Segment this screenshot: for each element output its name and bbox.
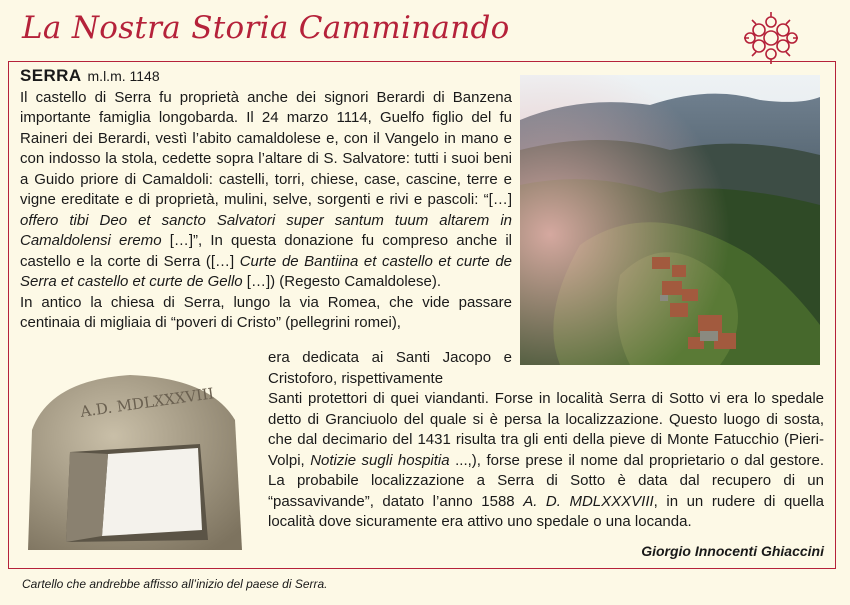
aerial-village-photo: [520, 75, 820, 365]
altitude: m.l.m. 1148: [87, 68, 160, 84]
book-title: Notizie sugli hospitia: [310, 451, 450, 469]
paragraph-church-intro: In antico la chiesa di Serra, lungo la via Romea, che vide passare centinaia di migliaia di “poveri di Cristo” (pellegrini romei),: [20, 293, 512, 331]
date-latin: A. D. MDLXXXVIII: [523, 492, 654, 510]
paragraph-history: [20, 88, 512, 293]
latin-quote: offero tibi Deo et sancto Salvatori super santum tuum altarem in Camaldolensi eremo: [20, 211, 512, 249]
text-span: Il castello di Serra fu proprietà anche dei signori Berardi di Banzena importante famiglia longobarda. Il 24 marzo 1114, Guelfo figlio del fu Raineri dei Berardi, vestì l’abito camaldolese e, con il Vangelo in mano e con indosso la stola, cedette sopra l’altare di S. Salvatore: tutti i suoi beni a Guido priore di Camaldoli: castelli, torri, chiese, case, cascine, terre e vigne ereditate e di proprietà, mulini, selve, sorgenti e rivi e pascoli: “[…]: [20, 88, 512, 208]
text-span: Santi protettori di quei viandanti. Forse in località Serra di Sotto vi era lo spedale detto di Granciuolo del quale si è persa la localizzazione. Questo luogo di sosta, che dal decimario del 1431 risulta tra gli enti della pieve di Monte Fatucchio (Pieri-Volpi,: [268, 390, 824, 469]
paragraph-church-dedication: era dedicata ai Santi Jacopo e Cristoforo, rispettivamente: [268, 349, 512, 387]
main-text: [20, 66, 512, 334]
author-signature: Giorgio Innocenti Ghiaccini: [641, 543, 824, 559]
stone-inscription: A.D. MDLXXXVIII: [79, 384, 216, 421]
stone-niche-photo: [20, 360, 252, 560]
latin-quote: Curte de Bantiina et castello et curte de Serra et castello et curte de Gello: [20, 252, 512, 290]
page-title: La Nostra Storia Camminando: [22, 10, 510, 46]
paragraph-hospital: [268, 389, 824, 533]
text-span: ...,), forse prese il nome dal proprietario o dal gestore. La probabile localizzazione a Serra di Sotto è data dal recupero di un “passavivande”, datato l’anno 1588: [268, 451, 824, 510]
place-name: SERRA: [20, 66, 82, 85]
text-span: […]”, In questa donazione fu compreso anche il castello e la corte di Serra ([…]: [20, 232, 512, 270]
text-span: […]) (Regesto Camaldolese).: [242, 273, 442, 290]
bottom-caption: Cartello che andrebbe affisso all’inizio del paese di Serra.: [22, 577, 328, 591]
text-span: , in un rudere di quella località dove sicuramente era attivo uno spedale o una locanda.: [268, 492, 824, 530]
place-heading: [20, 66, 512, 88]
knot-emblem-icon: [740, 8, 802, 68]
